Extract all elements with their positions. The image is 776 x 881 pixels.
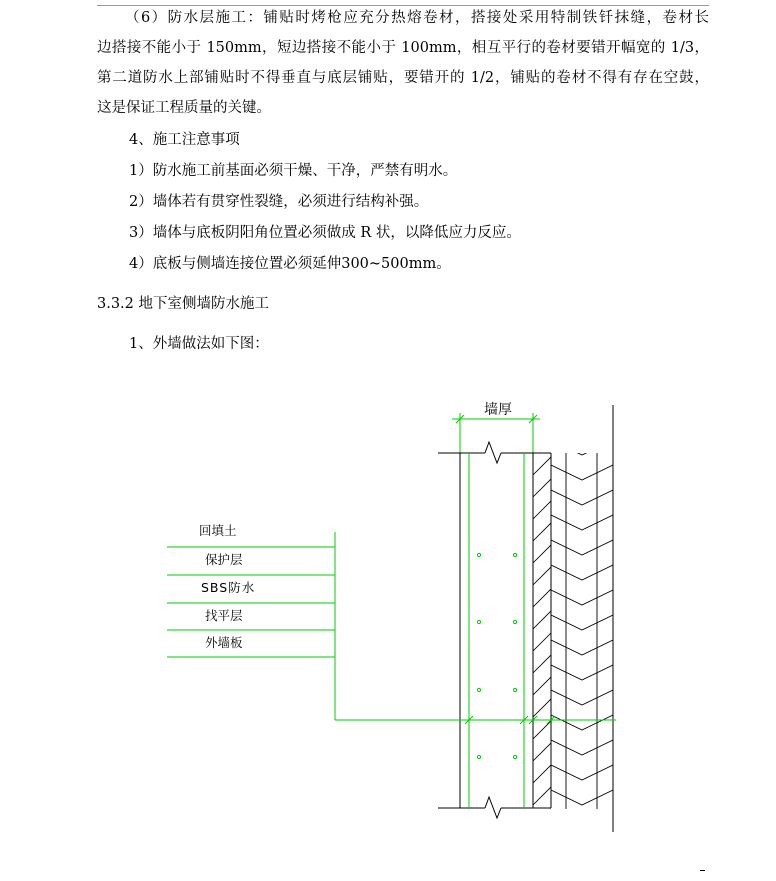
layer-label-protection: 保护层 (205, 552, 243, 567)
paragraph-6-line-4: 这是保证工程质量的关键。 (97, 100, 271, 116)
heading-precautions: 4、施工注意事项 (129, 132, 240, 148)
precaution-item-4: 4）底板与侧墙连接位置必须延伸300~500mm。 (129, 256, 451, 272)
paragraph-6-line-2: 边搭接不能小于 150mm，短边搭接不能小于 100mm，相互平行的卷材要错开幅宽的 1/3， (97, 40, 709, 56)
layer-lines (469, 453, 524, 808)
layer-label-backfill: 回填土 (199, 523, 237, 538)
membrane-hatch (533, 455, 553, 827)
layer-label-leveling: 找平层 (205, 608, 243, 623)
rebar-dots (477, 553, 516, 758)
sub-heading-exterior-wall: 1、外墙做法如下图： (129, 336, 269, 352)
wall-thickness-label: 墙厚 (484, 402, 512, 418)
paragraph-6-line-3: 第二道防水上部铺贴时不得垂直与底层铺贴，要错开的 1/2，铺贴的卷材不得有存在空鼓， (97, 70, 709, 86)
page-corner-mark (700, 870, 705, 871)
paragraph-6-line-1: （6）防水层施工：铺贴时烤枪应充分热熔卷材，搭接处采用特制铁钎抹缝，卷材长 (125, 10, 709, 26)
section-heading: 3.3.2 地下室侧墙防水施工 (97, 296, 270, 312)
precaution-item-2: 2）墙体若有贯穿性裂缝，必须进行结构补强。 (129, 194, 429, 210)
layer-label-wall-panel: 外墙板 (205, 635, 243, 650)
dimension-marker (452, 413, 540, 453)
precaution-item-1: 1）防水施工前基面必须干燥、干净，严禁有明水。 (129, 163, 458, 179)
brick-wall-hatch (551, 440, 613, 830)
layer-label-sbs: SBS防水 (201, 580, 256, 595)
wall-board-outline (438, 442, 551, 818)
precaution-item-3: 3）墙体与底板阴阳角位置必须做成 R 状，以降低应力反应。 (129, 225, 521, 241)
